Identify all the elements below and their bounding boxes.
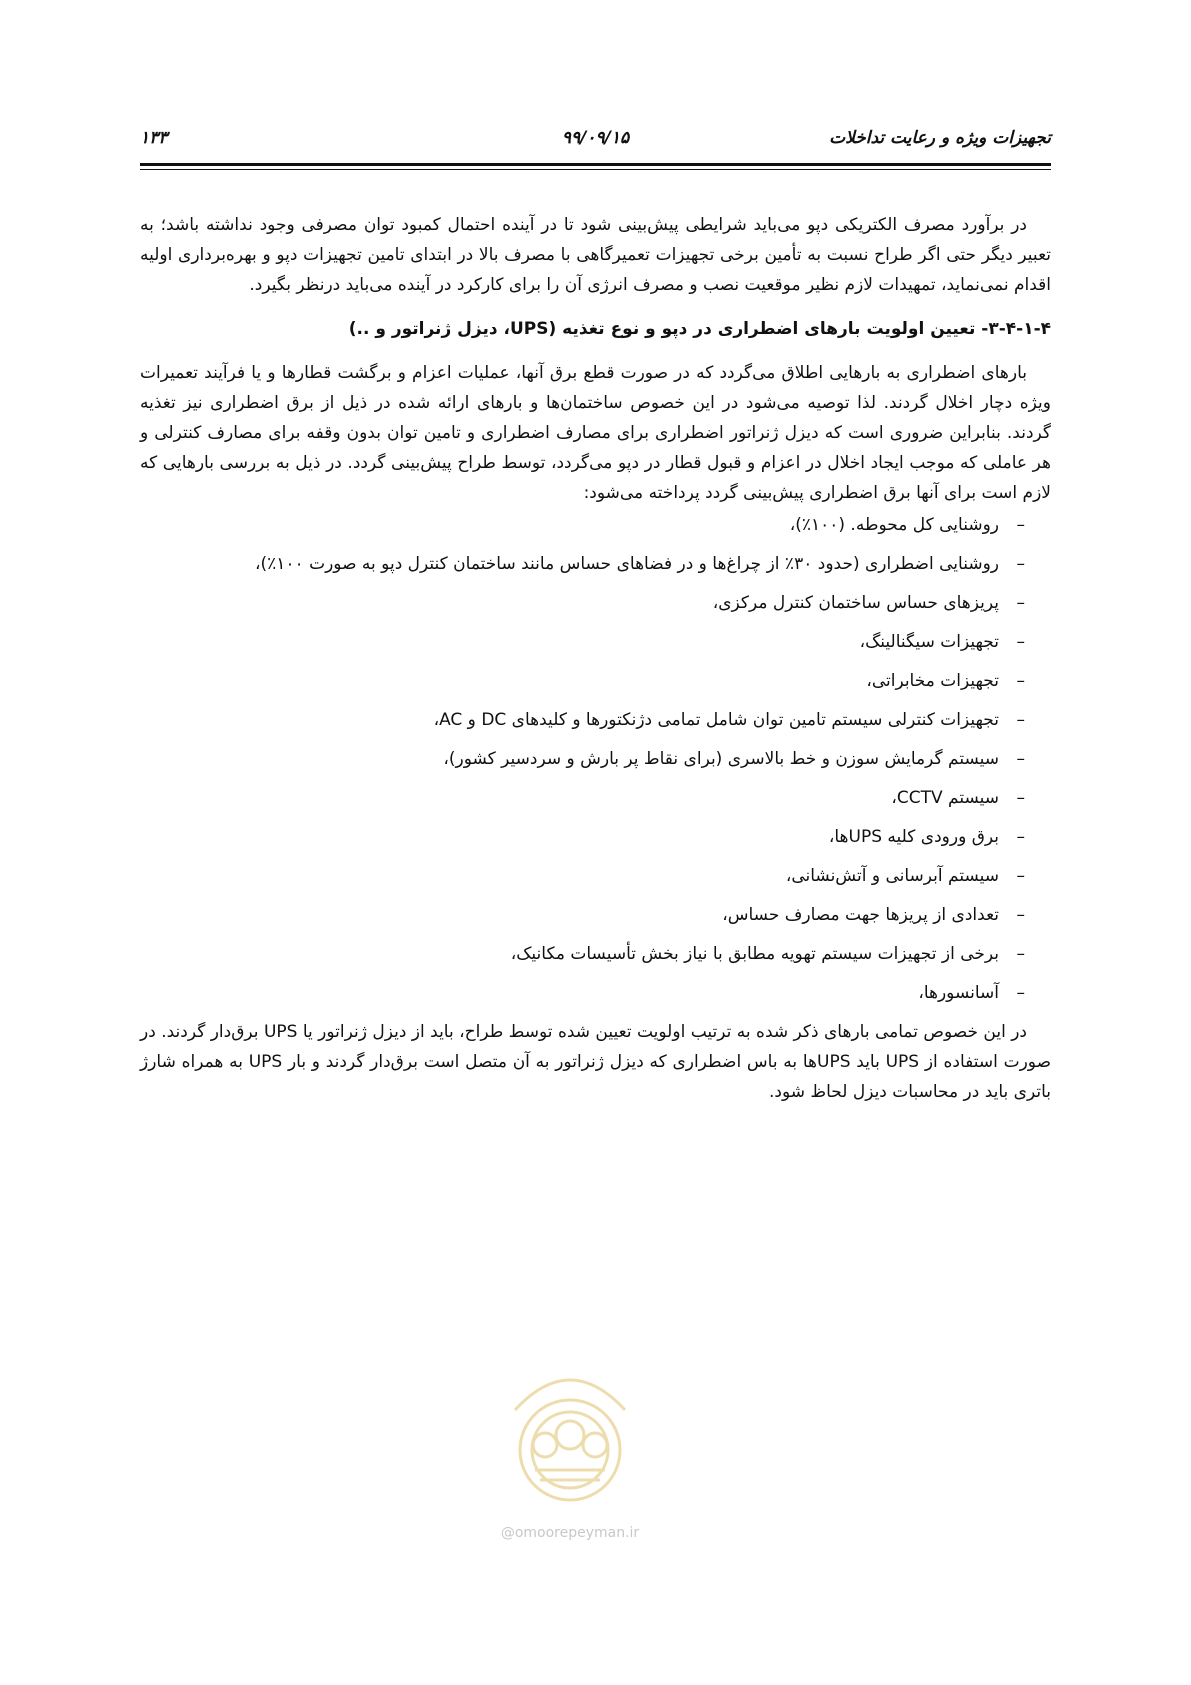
list-item xyxy=(140,705,1051,735)
list-item xyxy=(140,510,1051,540)
list-item xyxy=(140,783,1051,813)
list-bullet-dash: – xyxy=(1016,866,1025,886)
list-item-text: تجهیزات مخابراتی، xyxy=(866,671,999,691)
publisher-logo-watermark xyxy=(495,1340,645,1510)
list-bullet-dash: – xyxy=(1016,905,1025,925)
list-item-text: تجهیزات کنترلی سیستم تامین توان شامل تمامی دژنکتورها و کلیدهای DC و AC، xyxy=(433,710,999,730)
running-title: تجهیزات ویژه و رعایت تداخلات xyxy=(829,128,1051,148)
header-rule-thin xyxy=(140,169,1051,170)
list-item-text: روشنایی کل محوطه. (۱۰۰٪)، xyxy=(789,515,999,535)
list-bullet-dash: – xyxy=(1016,710,1025,730)
list-item-text: آسانسورها، xyxy=(918,983,999,1003)
conclusion-paragraph: در این خصوص تمامی بارهای ذکر شده به ترتیب اولویت تعیین شده توسط طراح، باید از دیزل ژنراتور یا UPS برق‌دار گردند. در صورت استفاده از UPS باید UPSها به باس اضطراری که دیزل ژنراتور به آن متصل است برق‌دار گردند و بار UPS به همراه شارژ باتری باید در محاسبات دیزل لحاظ شود. xyxy=(140,1022,1052,1102)
page-number: ۱۳۳ xyxy=(140,128,168,148)
watermark-caption: @omoorepeyman.ir xyxy=(500,1525,640,1541)
list-item xyxy=(140,900,1051,930)
list-item-text: سیستم CCTV، xyxy=(891,788,999,808)
list-item xyxy=(140,549,1051,579)
emergency-loads-paragraph: بارهای اضطراری به بارهایی اطلاق می‌گردد که در صورت قطع برق آنها، عملیات اعزام و برگشت قطارها و یا فرآیند تعمیرات ویژه دچار اخلال گردند. لذا توصیه می‌شود در این خصوص ساختمان‌ها و بارهای ارائه شده در ذیل از برق اضطراری نیز تغذیه گردند. بنابراین ضروری است که دیزل ژنراتور اضطراری برای مصارف اضطراری و تامین توان بدون وقفه برای مصارف کنترلی و هر عاملی که موجب ایجاد اخلال در اعزام و قبول قطار در دپو می‌گردد، توسط طراح پیش‌بینی گردد. در ذیل به بررسی بارهایی که لازم است برای آنها برق اضطراری پیش‌بینی گردد پرداخته می‌شود: xyxy=(140,363,1051,503)
list-bullet-dash: – xyxy=(1016,671,1025,691)
page-header xyxy=(140,128,1051,150)
list-item xyxy=(140,666,1051,696)
list-item xyxy=(140,588,1051,618)
list-bullet-dash: – xyxy=(1016,827,1025,847)
list-item-text: برق ورودی کلیه UPSها، xyxy=(828,827,999,847)
list-item xyxy=(140,744,1051,774)
header-date: ۹۹/۰۹/۱۵ xyxy=(561,128,630,148)
list-item-text: روشنایی اضطراری (حدود ۳۰٪ از چراغ‌ها و در فضاهای حساس مانند ساختمان کنترل دپو به صورت ۱۰۰٪)، xyxy=(255,554,999,574)
list-item xyxy=(140,627,1051,657)
list-item-text: تعدادی از پریزها جهت مصارف حساس، xyxy=(722,905,999,925)
header-rule-thick xyxy=(140,163,1051,166)
list-item-text: پریزهای حساس ساختمان کنترل مرکزی، xyxy=(712,593,999,613)
intro-paragraph: در برآورد مصرف الکتریکی دپو می‌باید شرایطی پیش‌بینی شود تا در آینده احتمال کمبود توان مصرفی وجود نداشته باشد؛ به تعبیر دیگر حتی اگر طراح نسبت به تأمین برخی تجهیزات تعمیرگاهی با مصرف بالا در ابتدای تامین تجهیزات دپو و بهره‌برداری اولیه اقدام نمی‌نماید، تمهیدات لازم نظیر موقعیت نصب و مصرف انرژی آن را برای کارکرد در آینده می‌باید درنظر بگیرد. xyxy=(140,215,1051,295)
list-item-text: تجهیزات سیگنالینگ، xyxy=(859,632,999,652)
list-item xyxy=(140,822,1051,852)
list-item xyxy=(140,861,1051,891)
list-bullet-dash: – xyxy=(1016,788,1025,808)
list-item xyxy=(140,978,1051,1008)
list-bullet-dash: – xyxy=(1016,515,1025,535)
list-bullet-dash: – xyxy=(1016,593,1025,613)
list-bullet-dash: – xyxy=(1016,554,1025,574)
page-body xyxy=(140,210,1051,1107)
list-bullet-dash: – xyxy=(1016,749,1025,769)
list-item-text: سیستم آبرسانی و آتش‌نشانی، xyxy=(785,866,999,886)
list-bullet-dash: – xyxy=(1016,983,1025,1003)
list-item-text: برخی از تجهیزات سیستم تهویه مطابق با نیاز بخش تأسیسات مکانیک، xyxy=(510,944,999,964)
list-bullet-dash: – xyxy=(1016,632,1025,652)
list-bullet-dash: – xyxy=(1016,944,1025,964)
list-item-text: سیستم گرمایش سوزن و خط بالاسری (برای نقاط پر بارش و سردسیر کشور)، xyxy=(443,749,999,769)
section-heading: ۳-۴-۱-۴- تعیین اولویت بارهای اضطراری در دپو و نوع تغذیه (UPS، دیزل ژنراتور و ..) xyxy=(348,319,1051,339)
emergency-loads-list xyxy=(140,510,1051,1008)
list-item xyxy=(140,939,1051,969)
